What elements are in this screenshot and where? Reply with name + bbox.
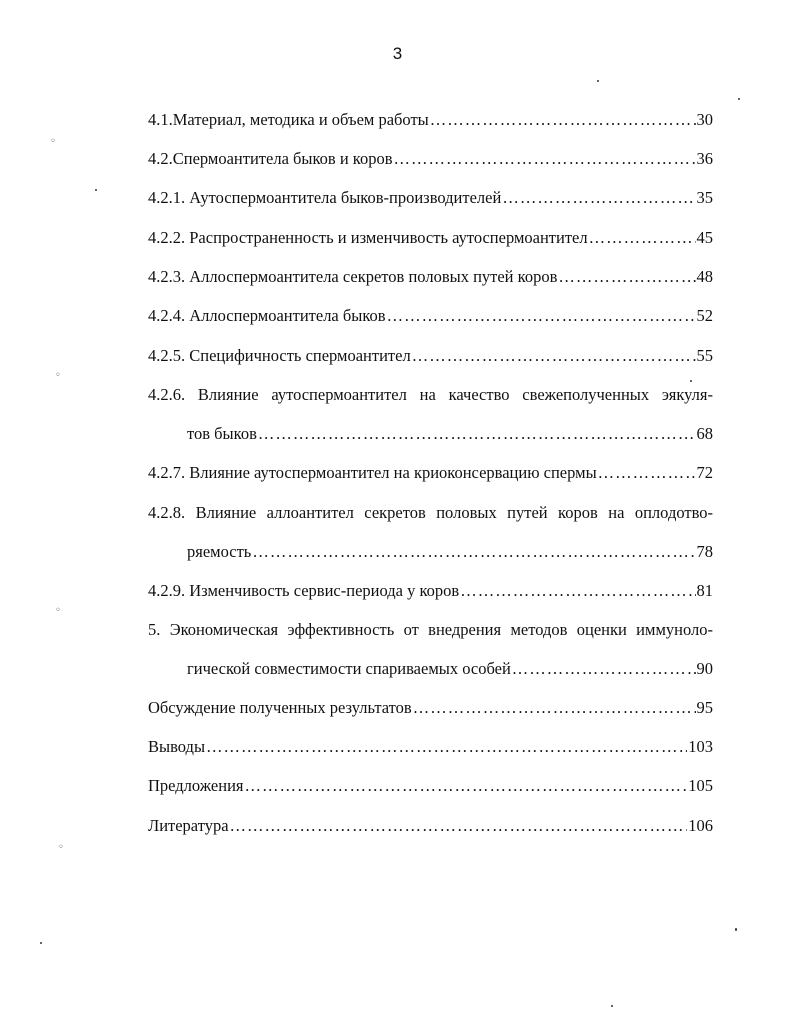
toc-entry-page: 95: [696, 698, 713, 717]
toc-entry-title: 4.2.5. Специфичность спермоантител: [148, 346, 411, 365]
scan-mark-icon: ◦: [50, 136, 56, 147]
toc-entry-title: 4.2.4. Аллоспермоантитела быков: [148, 306, 386, 325]
page-number: 3: [392, 44, 403, 63]
toc-entry: [148, 306, 713, 326]
toc-entry: [187, 424, 713, 444]
toc-entry: [148, 188, 713, 208]
scan-speck: [690, 380, 692, 382]
toc-entry-line1: 4.2.8. Влияние аллоантител секретов половых путей коров на оплодотво-: [148, 503, 713, 522]
toc-entry: [187, 542, 713, 562]
toc-entry: [148, 149, 713, 169]
toc-entry: [148, 737, 713, 757]
toc-entry-page: 35: [696, 188, 713, 207]
leader-dots: [413, 698, 696, 718]
toc-entry: [148, 110, 713, 130]
toc-entry-title: 4.2.9. Изменчивость сервис-периода у коров: [148, 581, 460, 600]
toc-entry: [148, 816, 713, 836]
scan-mark-icon: ◦: [58, 842, 64, 853]
leader-dots: [589, 228, 696, 248]
toc-entry-page: 81: [696, 581, 713, 600]
toc-entry-page: 105: [688, 776, 713, 795]
toc-entry-line1: 4.2.6. Влияние аутоспермоантител на качество свежеполученных эякуля-: [148, 385, 713, 404]
leader-dots: [430, 110, 696, 130]
leader-dots: [252, 542, 695, 562]
toc-entry-title: ряемость: [187, 542, 252, 561]
toc-entry-page: 106: [688, 816, 713, 835]
leader-dots: [230, 816, 688, 836]
leader-dots: [387, 306, 696, 326]
toc-entry: [148, 463, 713, 483]
toc-entry-page: 52: [696, 306, 713, 325]
toc-entry-page: 90: [696, 659, 713, 678]
toc-entry-title: 4.2.1. Аутоспермоантитела быков-производителей: [148, 188, 502, 207]
toc-entry-page: 103: [688, 737, 713, 756]
scan-speck: [738, 98, 740, 100]
scan-speck: [597, 80, 599, 82]
toc-entry-line1: 5. Экономическая эффективность от внедрения методов оценки иммуноло-: [148, 620, 713, 639]
toc-entry: [148, 267, 713, 287]
leader-dots: [245, 776, 688, 796]
toc-entry-title: Выводы: [148, 737, 206, 756]
toc-entry-title: 4.2.2. Распространенность и изменчивость аутоспермоантител: [148, 228, 588, 247]
toc-entry-title: 4.2.3. Аллоспермоантитела секретов половых путей коров: [148, 267, 558, 286]
toc-entry-page: 45: [696, 228, 713, 247]
toc-entry-title: 4.2.Спермоантитела быков и коров: [148, 149, 393, 168]
toc-entry: [148, 698, 713, 718]
toc-entry-page: 72: [696, 463, 713, 482]
scan-speck: [735, 928, 737, 931]
toc-entry-title: Обсуждение полученных результатов: [148, 698, 412, 717]
leader-dots: [258, 424, 696, 444]
leader-dots: [394, 149, 696, 169]
toc-entry-page: 68: [696, 424, 713, 443]
toc-entry-page: 48: [696, 267, 713, 286]
scan-speck: [611, 1005, 613, 1007]
leader-dots: [206, 737, 687, 757]
scan-speck: [95, 189, 97, 191]
toc-entry: [148, 346, 713, 366]
leader-dots: [412, 346, 696, 366]
scan-mark-icon: ◦: [55, 370, 61, 381]
toc-entry: [187, 659, 713, 679]
toc-entry-page: 36: [696, 149, 713, 168]
toc-entry-page: 78: [696, 542, 713, 561]
leader-dots: [512, 659, 696, 679]
toc-entry-title: 4.2.7. Влияние аутоспермоантител на криоконсервацию спермы: [148, 463, 597, 482]
toc-entry: [148, 228, 713, 248]
leader-dots: [558, 267, 695, 287]
toc-entry-title: тов быков: [187, 424, 257, 443]
toc-entry-title: Литература: [148, 816, 229, 835]
leader-dots: [598, 463, 696, 483]
leader-dots: [460, 581, 695, 601]
toc-entry-title: гической совместимости спариваемых особей: [187, 659, 511, 678]
toc-entry-title: 4.1.Материал, методика и объем работы: [148, 110, 429, 129]
toc-entry: [148, 776, 713, 796]
leader-dots: [502, 188, 695, 208]
toc-entry-page: 55: [696, 346, 713, 365]
scan-mark-icon: ◦: [55, 605, 61, 616]
toc-entry: [148, 581, 713, 601]
scan-speck: [40, 942, 42, 944]
toc-entry-page: 30: [696, 110, 713, 129]
toc-entry-title: Предложения: [148, 776, 244, 795]
